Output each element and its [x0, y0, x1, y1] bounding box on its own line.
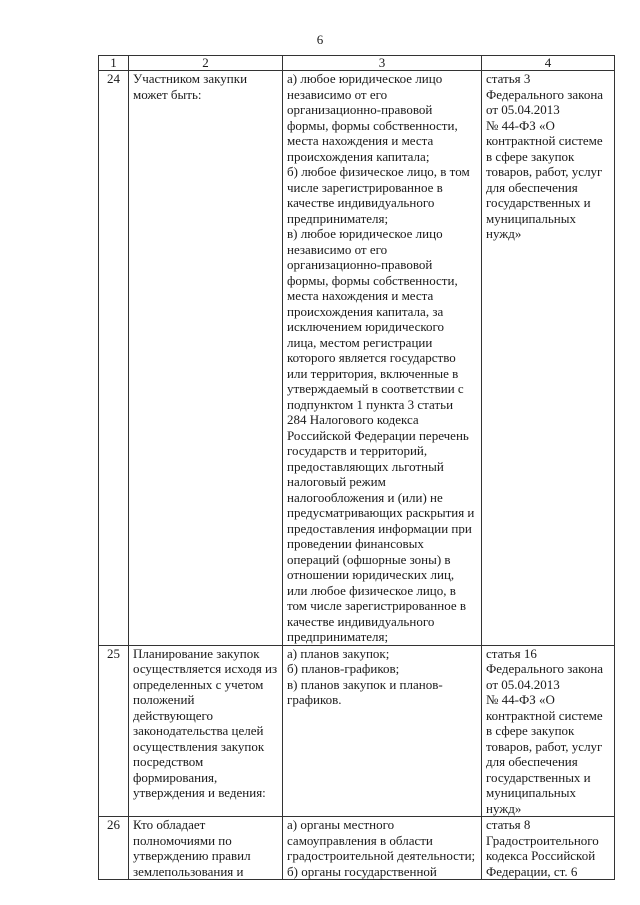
page-number: 6 — [316, 32, 324, 47]
text-line: № 44-ФЗ «О — [486, 692, 555, 707]
questions-table — [98, 55, 615, 880]
text-line: от 05.04.2013 — [486, 102, 560, 117]
text-line: Градостроительного — [486, 832, 599, 848]
text-line: предоставляющих льготный — [287, 458, 444, 474]
text-line: отношении юридических лиц, — [287, 567, 455, 582]
text-line: от 05.04.2013 — [486, 676, 560, 692]
text-line: а) органы местного — [287, 817, 395, 832]
text-line: том числе зарегистрированное в — [287, 598, 467, 613]
row-number: 26 — [99, 817, 129, 880]
text-line: б) органы государственной — [287, 863, 437, 879]
text-line: формы, формы собственности, — [287, 272, 458, 288]
text-line: государственных и — [486, 769, 591, 785]
text-line: для обеспечения — [486, 179, 578, 195]
text-line: положений — [133, 692, 195, 707]
text-line: независимо от его — [287, 86, 388, 102]
column-header: 4 — [482, 56, 615, 71]
text-line: № 44-ФЗ «О — [486, 117, 555, 133]
text-line: Федерации, ст. 6 — [486, 863, 578, 879]
text-line: а) любое юридическое лицо — [287, 71, 443, 86]
text-line: предпринимателя; — [287, 629, 389, 644]
row-number: 25 — [99, 645, 129, 817]
text-line: товаров, работ, услуг — [486, 164, 603, 179]
answers-cell — [283, 817, 482, 880]
text-line: Федерального закона — [486, 86, 604, 102]
text-line: организационно-правовой — [287, 102, 433, 117]
text-line: происхождения капитала; — [287, 148, 430, 164]
source-cell — [482, 817, 615, 880]
text-line: числе зарегистрированное в — [287, 179, 443, 195]
text-line: места нахождения и места — [287, 133, 434, 148]
source-cell — [482, 71, 615, 646]
text-line: предусматривающих раскрытия и — [287, 505, 475, 520]
text-line: которого является государство — [287, 350, 456, 365]
text-line: происхождения капитала, за — [287, 303, 444, 319]
text-line: лица, местом регистрации — [287, 334, 433, 350]
text-line: посредством — [133, 754, 204, 769]
text-line: исключением юридического — [287, 319, 445, 334]
text-line: муниципальных — [486, 210, 577, 226]
text-line: подпунктом 1 пункта 3 статьи — [287, 396, 454, 412]
text-line: утверждаемый в соответствии с — [287, 381, 464, 396]
text-line: в) любое юридическое лицо — [287, 226, 443, 241]
text-line: формы, формы собственности, — [287, 117, 458, 133]
table-row — [99, 71, 615, 646]
column-header: 1 — [99, 56, 129, 71]
text-line: Планирование закупок — [133, 645, 260, 661]
text-line: организационно-правовой — [287, 257, 433, 272]
text-line: независимо от его — [287, 241, 388, 257]
source-cell — [482, 645, 615, 817]
text-line: градостроительной деятельности; — [287, 848, 476, 863]
text-line: формирования, — [133, 769, 218, 785]
text-line: предоставления информации при — [287, 520, 472, 536]
text-line: или территория, включенные в — [287, 365, 459, 381]
text-line: кодекса Российской — [486, 848, 596, 863]
table-row — [99, 645, 615, 817]
text-line: статья 16 — [486, 645, 537, 661]
text-line: а) планов закупок; — [287, 645, 390, 661]
text-line: нужд» — [486, 800, 522, 816]
text-line: землепользования и — [133, 863, 244, 879]
answers-cell — [283, 71, 482, 646]
text-line: в сфере закупок — [486, 723, 575, 738]
text-line: определенных с учетом — [133, 676, 264, 692]
text-line: Федерального закона — [486, 661, 604, 676]
text-line: законодательства целей — [133, 723, 264, 738]
question-cell — [129, 817, 283, 880]
table-row — [99, 817, 615, 880]
text-line: действующего — [133, 707, 213, 723]
text-line: статья 8 — [486, 817, 531, 832]
text-line: в сфере закупок — [486, 148, 575, 164]
text-line: государств и территорий, — [287, 443, 428, 458]
text-line: утверждению правил — [133, 848, 251, 863]
text-line: муниципальных — [486, 785, 577, 800]
text-line: контрактной системе — [486, 133, 603, 148]
column-header: 3 — [283, 56, 482, 71]
text-line: осуществляется исходя из — [133, 661, 278, 676]
text-line: государственных и — [486, 195, 591, 210]
text-line: места нахождения и места — [287, 288, 434, 303]
text-line: в) планов закупок и планов- — [287, 676, 443, 692]
text-line: качестве индивидуального — [287, 195, 435, 210]
text-line: или любое физическое лицо, в — [287, 582, 456, 598]
text-line: самоуправления в области — [287, 832, 433, 848]
text-line: 284 Налогового кодекса — [287, 412, 419, 427]
text-line: б) планов-графиков; — [287, 661, 400, 676]
text-line: контрактной системе — [486, 707, 603, 723]
text-line: осуществления закупок — [133, 738, 265, 754]
text-line: Российской Федерации перечень — [287, 427, 469, 443]
text-line: Кто обладает — [133, 817, 206, 832]
text-line: предпринимателя; — [287, 210, 389, 226]
text-line: проведении финансовых — [287, 536, 424, 551]
answers-cell — [283, 645, 482, 817]
question-cell — [129, 645, 283, 817]
text-line: налогообложения и (или) не — [287, 489, 443, 505]
text-line: утверждения и ведения: — [133, 785, 266, 800]
text-line: нужд» — [486, 226, 522, 241]
text-line: налоговый режим — [287, 474, 386, 489]
text-line: полномочиями по — [133, 832, 232, 848]
text-line: для обеспечения — [486, 754, 578, 769]
column-header: 2 — [129, 56, 283, 71]
row-number: 24 — [99, 71, 129, 646]
text-line: качестве индивидуального — [287, 613, 435, 629]
text-line: может быть: — [133, 86, 202, 102]
text-line: операций (офшорные зоны) в — [287, 551, 451, 567]
text-line: графиков. — [287, 692, 342, 707]
text-line: Участником закупки — [133, 71, 248, 86]
text-line: б) любое физическое лицо, в том — [287, 164, 470, 179]
text-line: статья 3 — [486, 71, 531, 86]
table-header-row — [99, 56, 615, 71]
text-line: товаров, работ, услуг — [486, 738, 603, 754]
question-cell — [129, 71, 283, 646]
